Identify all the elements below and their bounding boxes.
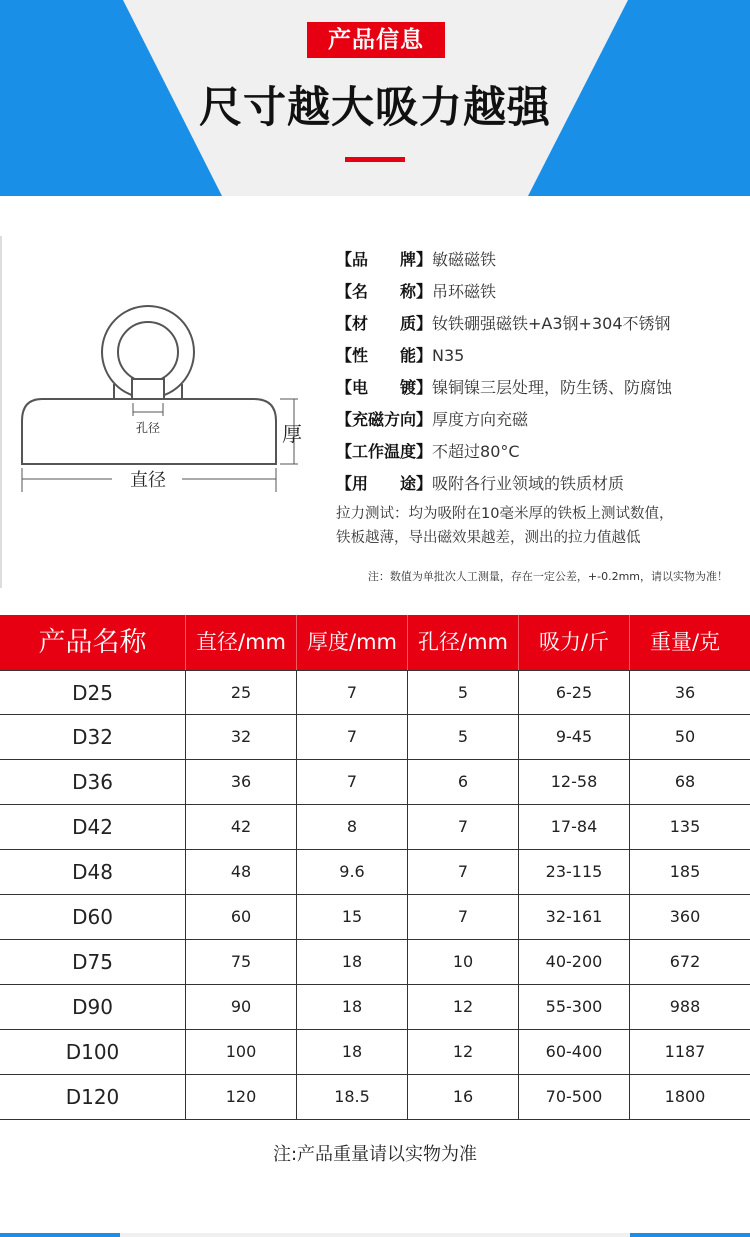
header-banner (0, 0, 750, 196)
table-cell: 16 (407, 1075, 518, 1119)
table-cell: 360 (629, 895, 740, 939)
table-header (0, 615, 750, 670)
spec-brand: 【品 牌】敏磁磁铁 (336, 250, 497, 269)
table-cell: 9-45 (518, 715, 629, 759)
table-cell: 18.5 (296, 1075, 407, 1119)
measurement-note: 注：数值为单批次人工测量，存在一定公差，+-0.2mm，请以实物为准！ (367, 570, 728, 583)
table-cell: 5 (407, 671, 518, 715)
table-cell: 70-500 (518, 1075, 629, 1119)
table-cell: 120 (185, 1075, 296, 1119)
table-cell: 7 (296, 671, 407, 715)
table-cell: 8 (296, 805, 407, 849)
table-row (0, 760, 750, 805)
table-cell: 32 (185, 715, 296, 759)
section-badge: 产品信息 (307, 22, 445, 58)
product-name-cell: D32 (72, 725, 113, 749)
product-name-cell: D42 (72, 815, 113, 839)
table-cell: 17-84 (518, 805, 629, 849)
table-cell: 10 (407, 940, 518, 984)
product-name-cell: D60 (72, 905, 113, 929)
table-cell: 32-161 (518, 895, 629, 939)
product-name-cell: D100 (65, 1040, 120, 1064)
table-cell: 40-200 (518, 940, 629, 984)
table-cell: 36 (629, 671, 740, 715)
product-name-cell: D36 (72, 770, 113, 794)
spec-grade: 【性 能】N35 (336, 346, 465, 365)
table-cell: 7 (407, 805, 518, 849)
table-cell: 100 (185, 1030, 296, 1074)
table-row (0, 1030, 750, 1075)
table-cell: 5 (407, 715, 518, 759)
weight-note: 注:产品重量请以实物为准 (272, 1144, 478, 1165)
size-table (0, 615, 750, 1120)
table-cell: 7 (296, 760, 407, 804)
table-row (0, 670, 750, 715)
header-pull-force: 吸力/斤 (518, 615, 629, 670)
spec-plating: 【电 镀】镍铜镍三层处理，防生锈、防腐蚀 (336, 378, 673, 397)
table-cell: 23-115 (518, 850, 629, 894)
table-cell: 6-25 (518, 671, 629, 715)
table-cell: 1187 (629, 1030, 740, 1074)
table-cell: 6 (407, 760, 518, 804)
header-diameter: 直径/mm (185, 615, 296, 670)
table-cell: 60 (185, 895, 296, 939)
table-cell: 42 (185, 805, 296, 849)
table-body (0, 670, 750, 1120)
table-row (0, 715, 750, 760)
header-thickness: 厚度/mm (296, 615, 407, 670)
spec-list (336, 244, 746, 550)
bottom-strip (0, 1233, 750, 1237)
table-cell: 135 (629, 805, 740, 849)
table-cell: 12-58 (518, 760, 629, 804)
product-diagram (0, 236, 320, 588)
table-cell: 7 (407, 850, 518, 894)
diameter-label: 直径 (130, 470, 166, 491)
table-row (0, 805, 750, 850)
spec-material: 【材 质】钕铁硼强磁铁+A3钢+304不锈钢 (336, 314, 671, 333)
headline-underline (345, 157, 405, 162)
table-cell: 15 (296, 895, 407, 939)
spec-temperature: 【工作温度】不超过80°C (336, 442, 520, 461)
table-cell: 18 (296, 985, 407, 1029)
table-cell: 988 (629, 985, 740, 1029)
product-name-cell: D90 (72, 995, 113, 1019)
table-cell: 48 (185, 850, 296, 894)
table-cell: 18 (296, 940, 407, 984)
table-row (0, 850, 750, 895)
table-cell: 55-300 (518, 985, 629, 1029)
table-cell: 9.6 (296, 850, 407, 894)
table-cell: 7 (407, 895, 518, 939)
pull-test-note: 拉力测试：均为吸附在10毫米厚的铁板上测试数值， 铁板越薄，导出磁效果越差，测出的拉力值越低 (336, 506, 674, 546)
table-cell: 12 (407, 985, 518, 1029)
table-cell: 1800 (629, 1075, 740, 1119)
table-cell: 50 (629, 715, 740, 759)
table-cell: 60-400 (518, 1030, 629, 1074)
table-cell: 68 (629, 760, 740, 804)
table-cell: 36 (185, 760, 296, 804)
table-row (0, 985, 750, 1030)
thickness-label: 厚 (282, 422, 302, 446)
eyebolt-magnet-drawing (2, 236, 322, 588)
table-row (0, 895, 750, 940)
product-name-cell: D75 (72, 950, 113, 974)
product-name-cell: D48 (72, 860, 113, 884)
product-name-cell: D25 (72, 681, 113, 705)
table-cell: 672 (629, 940, 740, 984)
hole-label: 孔径 (135, 421, 161, 435)
spec-name: 【名 称】吊环磁铁 (336, 282, 497, 301)
table-cell: 90 (185, 985, 296, 1029)
table-row (0, 940, 750, 985)
table-row (0, 1075, 750, 1120)
header-weight: 重量/克 (629, 615, 740, 670)
spec-usage: 【用 途】吸附各行业领域的铁质材质 (336, 474, 625, 493)
spec-magnetization: 【充磁方向】厚度方向充磁 (336, 410, 529, 429)
header-product-name: 产品名称 (38, 627, 147, 658)
table-cell: 75 (185, 940, 296, 984)
table-cell: 25 (185, 671, 296, 715)
table-cell: 185 (629, 850, 740, 894)
table-cell: 12 (407, 1030, 518, 1074)
headline: 尺寸越大吸力越强 (199, 83, 551, 133)
table-cell: 18 (296, 1030, 407, 1074)
table-cell: 7 (296, 715, 407, 759)
header-hole: 孔径/mm (407, 615, 518, 670)
product-name-cell: D120 (65, 1085, 120, 1109)
